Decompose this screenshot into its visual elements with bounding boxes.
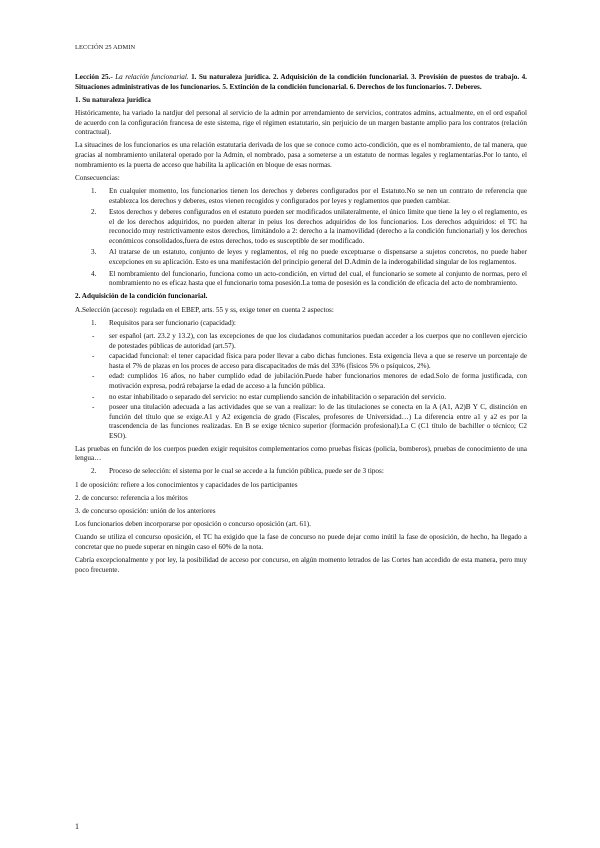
page-number: 1 (75, 822, 79, 831)
dash-bullet: - (92, 332, 95, 340)
list-item (75, 208, 527, 246)
requirement-text: ser español (art. 23.2 y 13.2), con las excepciones de que los ciudadanos comunitarios puedan acceder a los cuerpos que no conlleven ejercicio de potestades públicas de autoridad (art.57). (109, 332, 527, 350)
list-item-text: El nombramiento del funcionario, funciona como un acto-condición, en virtud del cual, el funcionario se somete al conjunto de normas, pero el nombramiento no es eficaz hasta que el funcionario toma posesión.La toma de posesión es la condición de eficacia del acto de nombramiento. (109, 269, 527, 288)
list-number: 4. (91, 269, 97, 278)
paragraph: Las pruebas en función de los cuerpos pueden exigir requisitos complementarios como pruebas físicas (policía, bomberos), pruebas de conocimiento de una lengua… (75, 444, 527, 463)
paragraph: Cabría excepcionalmente y por ley, la posibilidad de acceso por concurso, en algún momento letrados de las Cortes han accedido de esta manera, pero muy poco frecuente. (75, 556, 527, 574)
document-body (75, 73, 527, 579)
list-item (75, 270, 527, 289)
dash-bullet: - (92, 403, 95, 412)
lesson-intro (75, 73, 527, 92)
requirement-item (75, 332, 527, 351)
selection-list (75, 319, 527, 329)
requirement-text: no estar inhabilitado o separado del servicio: no estar cumpliendo sanción de inhabilitación o separación del servicio. (109, 392, 447, 401)
paragraph: 3. de concurso oposición: unión de los anteriores (75, 506, 216, 515)
paragraph: Cuando se utiliza el concurso oposición, el TC ha exigido que la fase de concurso no puede dejar como inútil la fase de oposición, de hecho, ha llegado a concretar que no puede superar en ningún caso el 60% de la nota. (75, 533, 527, 551)
section-heading: 1. Su naturaleza jurídica (75, 95, 151, 104)
paragraph: Históricamente, ha variado la natdjur del personal al servicio de la admin por arrendamiento de servicios, contratos admins, actualmente, en el ord español de acuerdo con la configuración francesa de este sistema, rige el régimen estatutario, sin perjuicio de un margen bastante amplio para los contratos (relación contractual). (75, 108, 527, 137)
dash-bullet: - (92, 372, 95, 381)
requirements-list (75, 332, 527, 442)
paragraph: Consecuencias: (75, 173, 120, 182)
list-number: 1. (91, 318, 97, 327)
paragraph: A.Selección (acceso): regulada en el EBEP, arts. 55 y ss, exige tener en cuenta 2 aspectos: (75, 305, 334, 314)
paragraph: Los funcionarios deben incorporarse por oposición o concurso oposición (art. 61). (75, 520, 311, 529)
list-number: 2. (91, 467, 97, 476)
list-item-text: En cualquier momento, los funcionarios tienen los derechos y deberes configurados por el Estatuto.No se nen un contrato de referencia que establezca los derechos y deberes, estos vienen recogidos y configurados por leyes y reglamentos que pueden cambiar. (109, 186, 527, 205)
page-header: LECCIÓN 25 ADMIN (75, 44, 136, 51)
requirement-item (75, 393, 527, 403)
list-item (75, 467, 527, 477)
consequences-list (75, 187, 527, 289)
requirement-item (75, 372, 527, 391)
list-item (75, 248, 527, 267)
lesson-topic: La relación funcionarial. (115, 73, 189, 81)
section-heading: 2. Adquisición de la condición funcionarial. (75, 292, 208, 301)
dash-bullet: - (92, 392, 95, 401)
list-number: 1. (91, 186, 97, 195)
paragraph: 1 de oposición: refiere a los conocimientos y capacidades de los participantes (75, 480, 298, 489)
list-item (75, 319, 527, 329)
list-item-text: Requisitos para ser funcionario (capacidad): (109, 318, 236, 327)
list-item (75, 187, 527, 206)
dash-bullet: - (92, 352, 95, 361)
paragraph: La situacines de los funcionarios es una relación estatutaria derivada de los que se conoce como acto-condición, que es el nombramiento, de tal manera, que gracias al nombramiento unilateral operado por la Admin, el nombrado, pasa a someterse a un estatuto de normas legales y reglamentarias.Por lo tanto, el nombramiento es la puerta de acceso que habilita la aplicación en bloque de esas normas. (75, 141, 527, 169)
list-item-text: Estos derechos y deberes configurados en el estatuto pueden ser modificados unilateralmente, el único límite que tiene la ley o el reglamento, es el de los derechos adquiridos, no pueden alterar in peius los derechos adquiridos de los funcionarios. Los derechos adquiridos: el TC ha reconocido muy restrictivamente estos derechos, limitándolo a 2: derecho a la inamovilidad (derecho a la condición funcionarial) y los derechos económicos consolidados,fuera de estos derechos, todo es susceptible de ser modificado. (109, 208, 527, 245)
lesson-outline: 1. Su naturaleza jurídica. 2. Adquisición de la condición funcionarial. 3. Provisión de puestos de trabajo. 4. Situaciones administrativas de los funcionarios. 5. Extinción de la condición funcionarial. 6. Derechos de los funcionarios. 7. Deberes. (75, 73, 527, 91)
requirement-item (75, 403, 527, 441)
list-item-text: Proceso de selección: el sistema por le cual se accede a la función pública, puede ser de 3 tipos: (109, 467, 384, 476)
requirement-text: edad: cumplidos 16 años, no haber cumplido edad de jubilación.Puede haber funcionarios menores de edad.Solo de forma justificada, con motivación expresa, podrá rebajarse la edad de acceso a la función pública. (109, 372, 527, 390)
requirement-text: poseer una titulación adecuada a las actividades que se van a realizar: lo de las titulaciones se conecta en la A (A1, A2)B Y C, distinción en función del título que se exige.A1 y A2 exigencia de grado (Fiscales, profesores de Universidad…) La diferencia entre a1 y a2 es por la trascendencia de las funciones realizadas. En B se exige técnico superior (formación profesional).La C (C1 título de bachiller o técnico; C2 ESO). (109, 403, 527, 440)
list-item-text: Al tratarse de un estatuto, conjunto de leyes y reglamentos, el rég no puede exceptuarse o dispensarse a sujetos concretos, no puede haber excepciones en su aplicación. Esto es una manifestación del principio general del D.Admin de la inderogabilidad singular de los reglamentos. (109, 248, 527, 267)
paragraph: 2. de concurso: referencia a los méritos (75, 493, 188, 502)
requirement-text: capacidad funcional: el tener capacidad física para poder llevar a cabo dichas funciones. Esta exigencia lleva a que se reserve un porcentaje de hasta el 7% de plazas en los proces de acceso para discapacitados de más del 33% (físicos 5% o psíquicos, 2%). (109, 352, 527, 370)
lesson-label: Lección 25.- (75, 73, 113, 81)
list-number: 3. (91, 248, 97, 257)
requirement-item (75, 352, 527, 371)
list-number: 2. (91, 208, 97, 217)
process-list (75, 467, 527, 477)
